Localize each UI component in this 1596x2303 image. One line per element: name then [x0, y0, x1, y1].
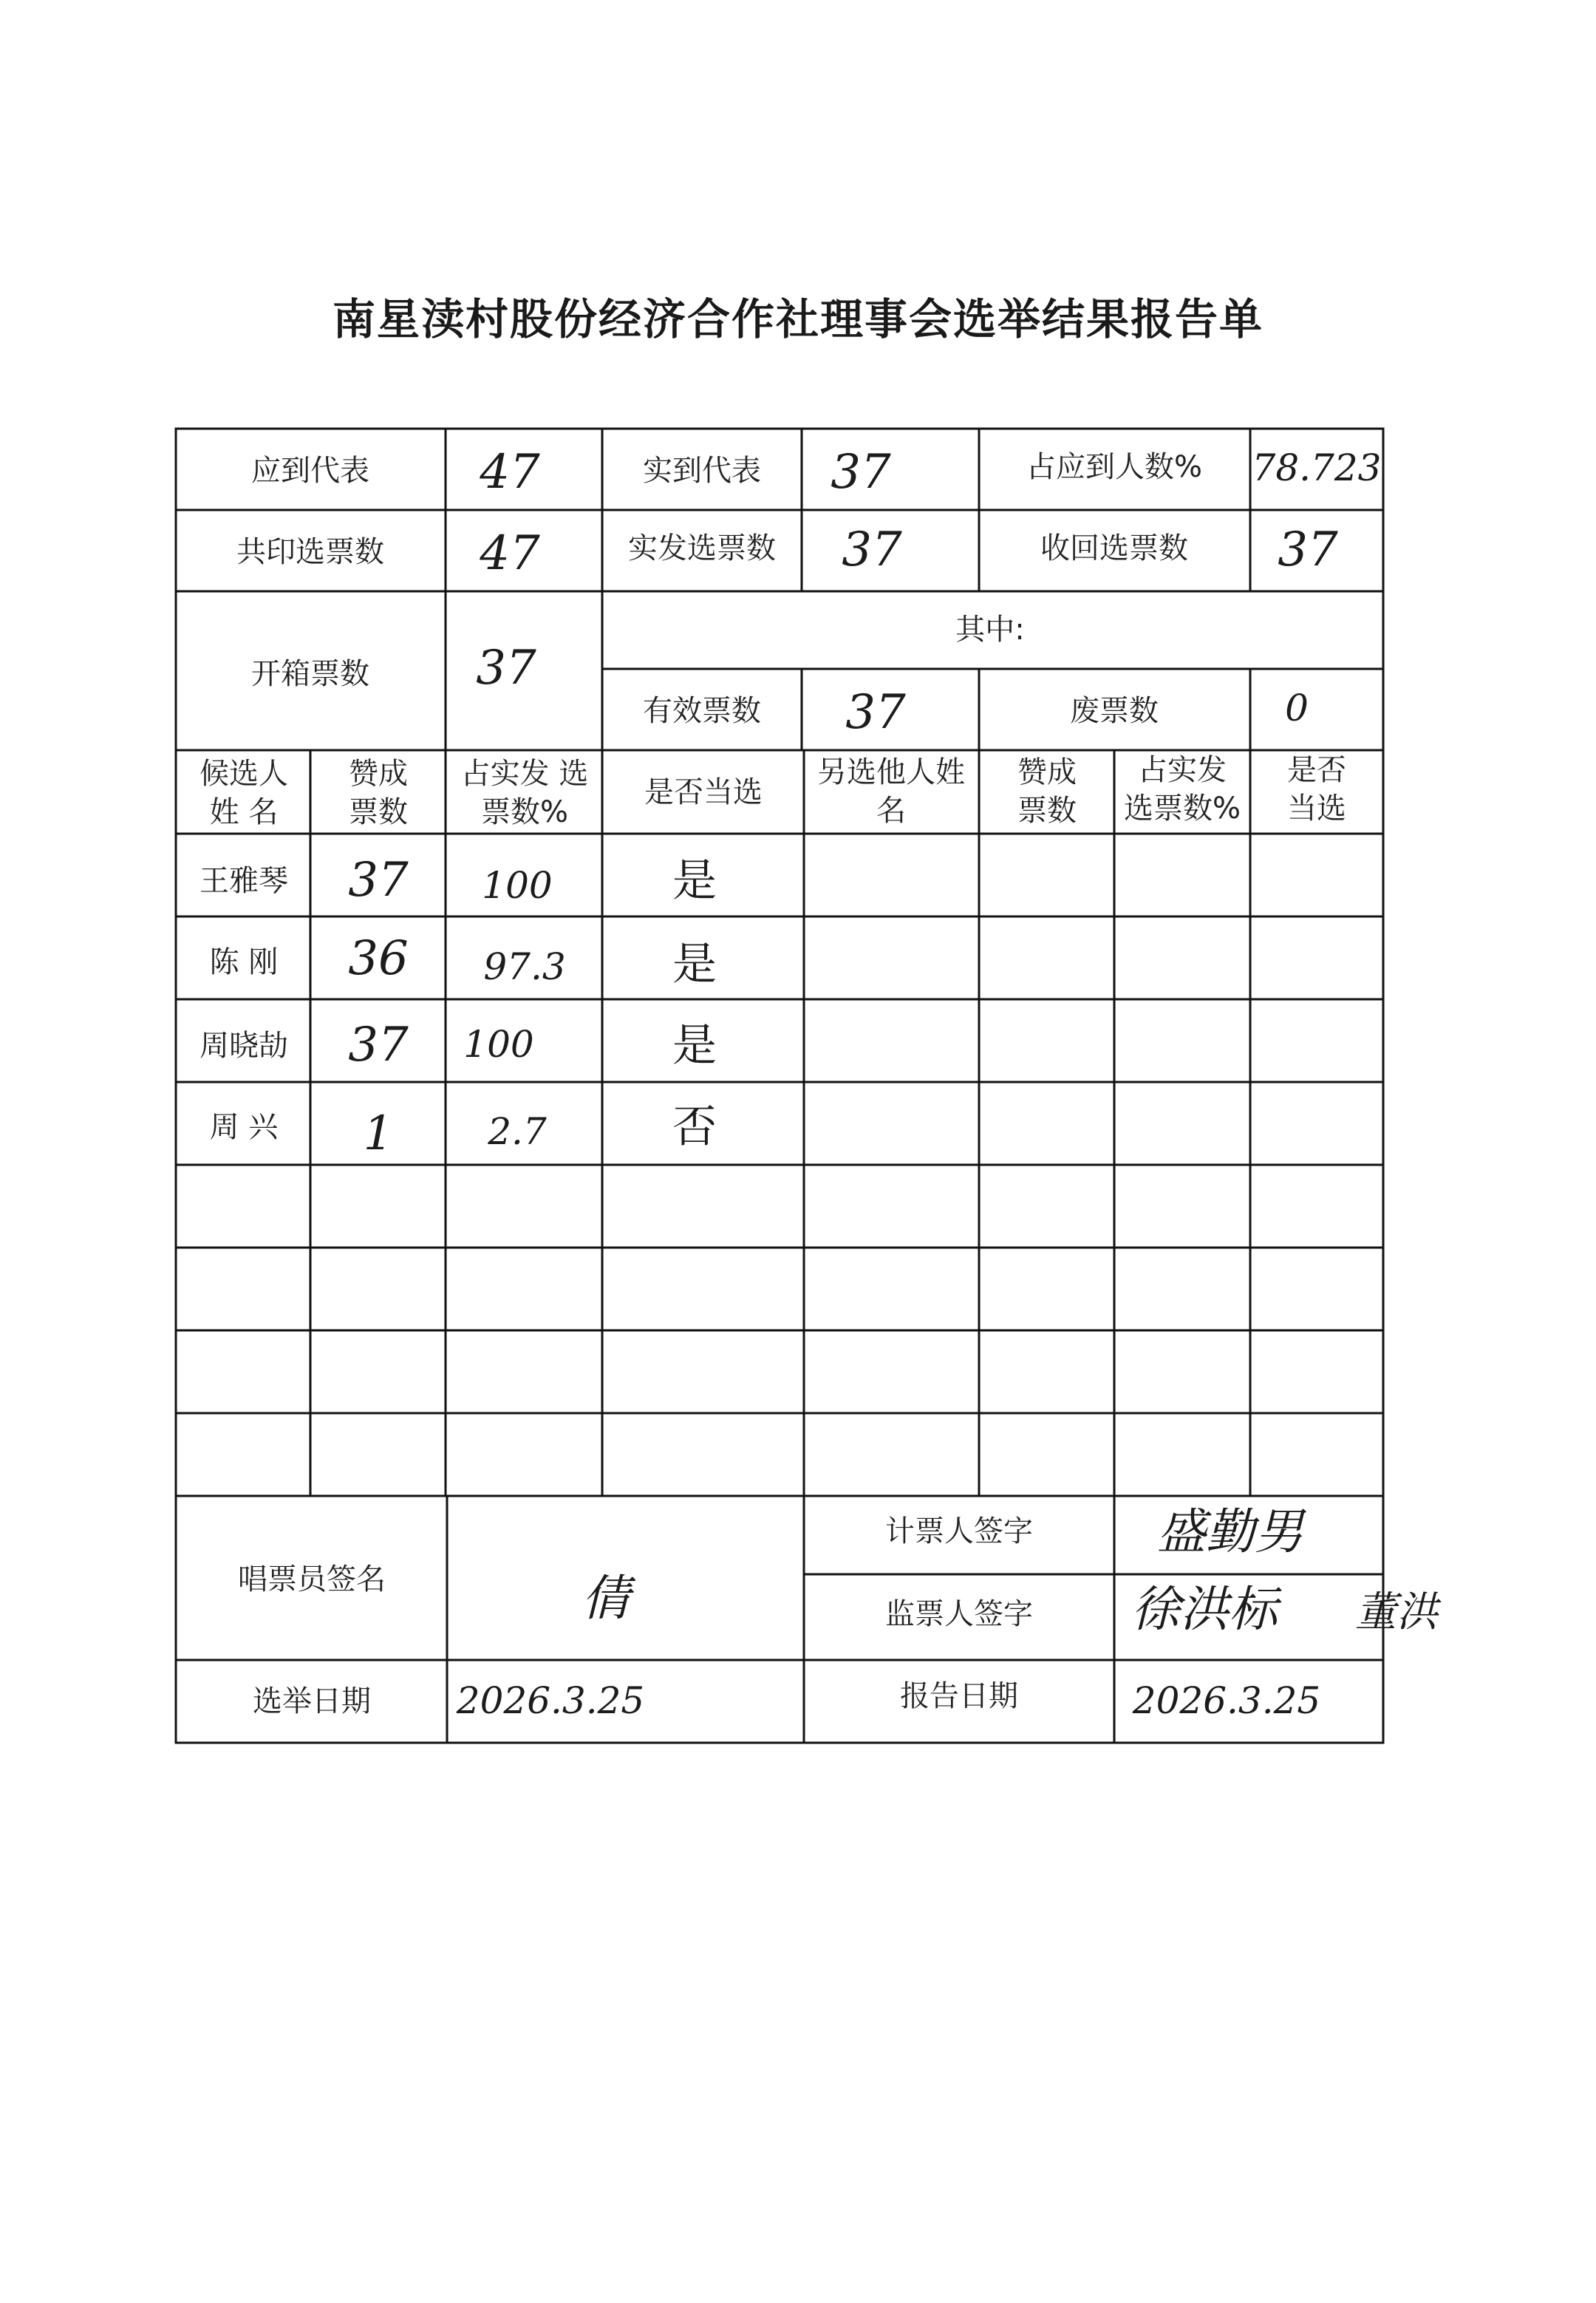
returned-ballots-value: 37 [1278, 523, 1338, 577]
header-votes-line1: 赞成 [349, 757, 408, 791]
header-other-pct-line2: 选票数% [1123, 792, 1241, 826]
opened-ballots-value: 37 [476, 641, 536, 695]
report-date-value: 2026.3.25 [1132, 1679, 1321, 1722]
header-candidate-line1: 候选人 [200, 757, 288, 791]
caller-label: 唱票员签名 [238, 1562, 386, 1596]
invalid-label: 废票数 [1070, 694, 1159, 728]
among-label: 其中: [955, 613, 1025, 647]
candidate-name: 陈 刚 [209, 945, 279, 979]
header-other-elected-line2: 当选 [1287, 792, 1346, 826]
candidate-table-header [200, 753, 1346, 829]
header-other-line2: 名 [876, 794, 906, 828]
returned-ballots-label: 收回选票数 [1040, 531, 1188, 565]
header-other-pct-line1: 占实发 [1138, 753, 1227, 787]
header-other-votes-line2: 票数 [1017, 794, 1077, 828]
table-row [210, 931, 717, 990]
should-attend-label: 应到代表 [251, 454, 369, 488]
candidate-name: 王雅琴 [200, 864, 288, 898]
candidate-elected: 是 [672, 1020, 717, 1072]
header-other-elected-line1: 是否 [1287, 753, 1346, 787]
supervisor-signature-1: 徐洪标 [1131, 1581, 1278, 1638]
attend-pct-value: 78.723 [1252, 446, 1382, 489]
header-other-line1: 另选他人姓 [817, 755, 965, 789]
invalid-value: 0 [1285, 687, 1309, 729]
candidate-pct: 97.3 [483, 945, 566, 988]
election-date-value: 2026.3.25 [456, 1679, 645, 1722]
header-pct-line1: 占实发 选 [460, 757, 589, 791]
printed-ballots-value: 47 [480, 526, 540, 581]
counter-signature: 盛勤男 [1157, 1503, 1303, 1560]
header-elected: 是否当选 [644, 775, 763, 809]
candidate-votes: 37 [348, 853, 409, 908]
valid-value: 37 [845, 685, 906, 740]
candidate-pct: 100 [463, 1023, 534, 1066]
candidate-pct: 2.7 [488, 1110, 547, 1153]
valid-label: 有效票数 [643, 694, 761, 728]
candidate-votes: 37 [348, 1018, 409, 1072]
opened-ballots-label: 开箱票数 [251, 657, 369, 691]
should-attend-value: 47 [480, 445, 540, 500]
candidate-name: 周晓劼 [200, 1029, 288, 1063]
supervisor-signature-2: 董洪 [1355, 1588, 1438, 1636]
candidate-votes: 1 [363, 1106, 394, 1161]
candidate-pct: 100 [482, 864, 553, 907]
table-row [210, 1101, 717, 1161]
supervisor-label: 监票人签字 [885, 1597, 1033, 1631]
actual-attend-label: 实到代表 [643, 454, 761, 488]
election-date-label: 选举日期 [253, 1684, 371, 1718]
candidate-elected: 是 [672, 855, 717, 907]
report-date-label: 报告日期 [900, 1679, 1018, 1713]
candidate-votes: 36 [348, 931, 409, 986]
table-row [200, 1018, 717, 1072]
header-candidate-line2: 姓 名 [209, 795, 279, 829]
candidate-elected: 否 [672, 1101, 717, 1153]
issued-ballots-label: 实发选票数 [628, 531, 776, 565]
candidate-elected: 是 [672, 939, 717, 990]
issued-ballots-value: 37 [842, 523, 902, 577]
attend-pct-label: 占应到人数% [1026, 450, 1203, 484]
candidate-name: 周 兴 [209, 1110, 279, 1144]
printed-ballots-label: 共印选票数 [236, 535, 384, 569]
header-votes-line2: 票数 [349, 795, 408, 829]
page-title: 南星渎村股份经济合作社理事会选举结果报告单 [332, 294, 1264, 344]
table-row [200, 853, 717, 908]
caller-signature: 倩 [582, 1570, 630, 1627]
actual-attend-value: 37 [831, 445, 891, 500]
counter-label: 计票人签字 [885, 1514, 1033, 1548]
header-other-votes-line1: 赞成 [1017, 755, 1077, 789]
header-pct-line2: 票数% [480, 795, 569, 829]
